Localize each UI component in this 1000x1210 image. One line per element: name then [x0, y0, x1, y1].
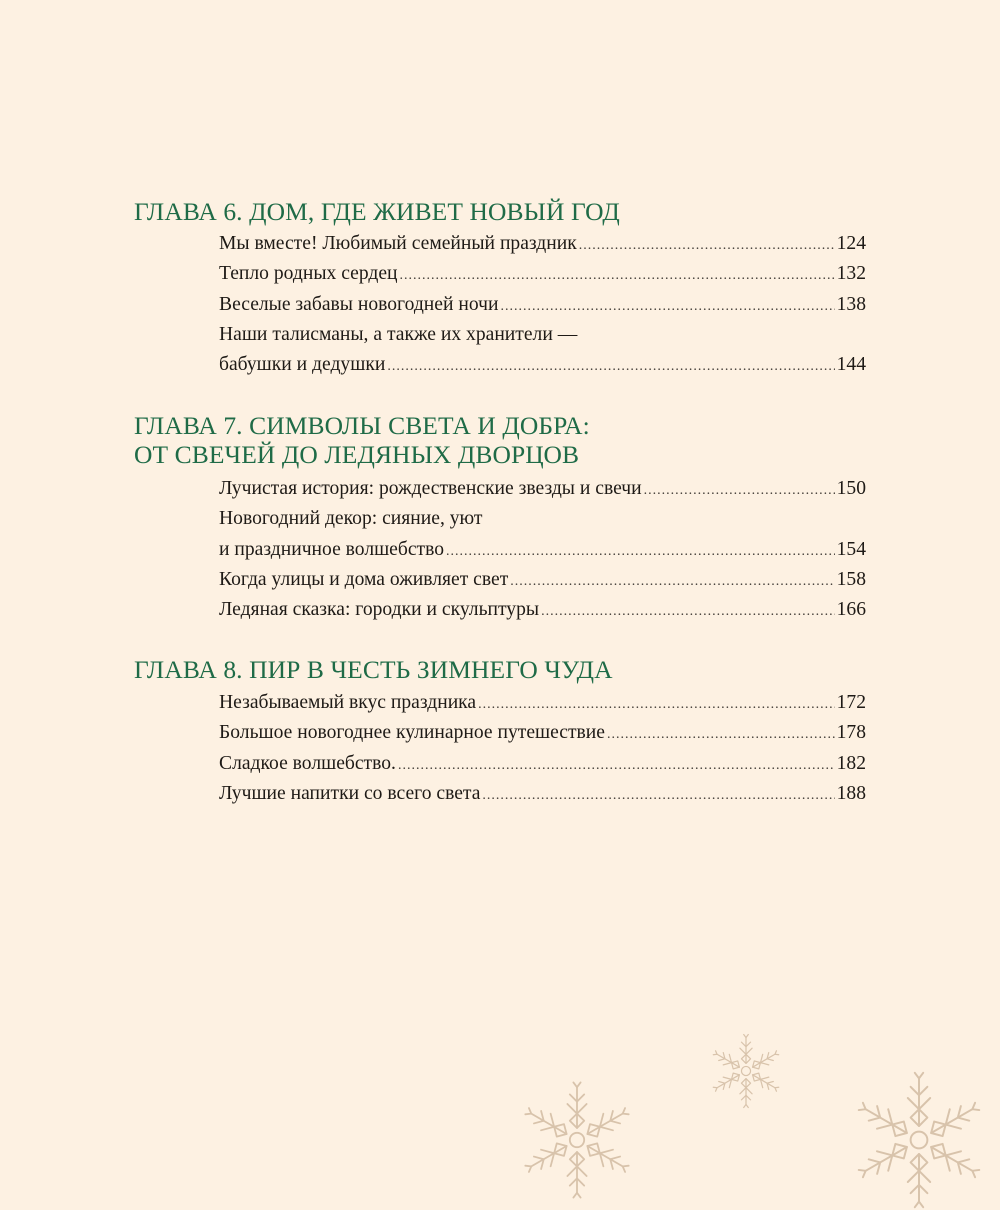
entry-title: и праздничное волшебство: [219, 538, 445, 560]
toc-entry[interactable]: [219, 320, 866, 381]
toc-entry[interactable]: [219, 290, 866, 320]
entry-title: бабушки и дедушки: [219, 354, 386, 376]
chapter-entries: [219, 688, 866, 809]
dot-leader: [607, 720, 835, 750]
chapter-title-line: ОТ СВЕЧЕЙ ДО ЛЕДЯНЫХ ДВОРЦОВ: [134, 440, 580, 469]
page-number: 182: [836, 752, 866, 774]
page-number: 166: [836, 599, 866, 621]
snowflake-icon: [703, 1033, 789, 1109]
dot-leader: [482, 781, 834, 811]
toc-entry[interactable]: [219, 565, 866, 595]
dot-leader: [500, 292, 834, 322]
entry-title-first-line: Новогодний декор: сияние, уют: [219, 508, 483, 530]
toc-entry[interactable]: [219, 259, 866, 289]
page-number: 188: [836, 782, 866, 804]
toc-entry[interactable]: [219, 779, 866, 809]
chapter-title-line: ГЛАВА 6. ДОМ, ГДЕ ЖИВЕТ НОВЫЙ ГОД: [134, 197, 620, 226]
dot-leader: [478, 690, 835, 720]
page-number: 158: [836, 568, 866, 590]
entry-title: Большое новогоднее кулинарное путешествие: [219, 722, 605, 744]
entry-title: Ледяная сказка: городки и скульптуры: [219, 599, 540, 621]
toc-entry[interactable]: [219, 504, 866, 565]
dot-leader: [579, 231, 835, 261]
entry-title: Лучистая история: рождественские звезды и свечи: [219, 478, 642, 499]
entry-title: Веселые забавы новогодней ночи: [219, 293, 499, 315]
chapter-title-line: ГЛАВА 7. СИМВОЛЫ СВЕТА И ДОБРА:: [134, 411, 590, 440]
chapter-title-line: ГЛАВА 8. ПИР В ЧЕСТЬ ЗИМНЕГО ЧУДА: [134, 655, 613, 684]
page-number: 154: [836, 538, 866, 560]
chapter-entries: [219, 474, 866, 625]
page-number: 124: [836, 233, 866, 254]
entry-title: Лучшие напитки со всего света: [219, 782, 481, 804]
toc-entry[interactable]: [219, 718, 866, 748]
snowflake-icon: [517, 1076, 637, 1204]
toc-entry[interactable]: [219, 229, 866, 259]
page-number: 172: [836, 692, 866, 713]
chapter-8: [134, 655, 874, 805]
page-number: 132: [836, 263, 866, 285]
page-number: 150: [836, 478, 866, 499]
dot-leader: [541, 597, 835, 627]
dot-leader: [446, 537, 835, 567]
chapter-title: [134, 197, 874, 226]
entry-title: Когда улицы и дома оживляет свет: [219, 568, 509, 590]
chapter-entries: [219, 229, 866, 380]
chapter-7: [134, 411, 874, 620]
entry-title: Незабываемый вкус праздника: [219, 692, 477, 713]
toc-entry[interactable]: [219, 749, 866, 779]
dot-leader: [644, 476, 835, 506]
entry-title: Мы вместе! Любимый семейный праздник: [219, 233, 577, 254]
chapter-title: [134, 655, 874, 684]
page-number: 178: [836, 722, 866, 744]
entry-title-first-line: Наши талисманы, а также их хранители —: [219, 323, 578, 345]
toc-entry[interactable]: [219, 595, 866, 625]
snowflake-icon: [844, 1070, 994, 1210]
dot-leader: [400, 261, 835, 291]
page-number: 144: [836, 354, 866, 376]
toc-entry[interactable]: [219, 474, 866, 504]
chapter-title: [134, 411, 874, 469]
chapter-6: [134, 197, 874, 377]
dot-leader: [510, 567, 834, 597]
dot-leader: [398, 751, 835, 781]
page-number: 138: [836, 293, 866, 315]
toc-entry[interactable]: [219, 688, 866, 718]
entry-title: Тепло родных сердец: [219, 263, 398, 285]
dot-leader: [387, 352, 834, 382]
entry-title: Сладкое волшебство.: [219, 752, 396, 774]
